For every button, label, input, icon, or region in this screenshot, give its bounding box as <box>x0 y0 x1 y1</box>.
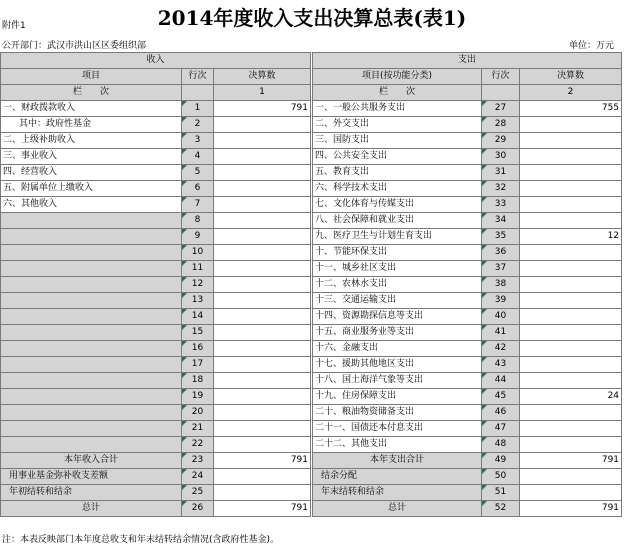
income-amount <box>214 117 312 133</box>
expense-item-label: 十七、援助其他地区支出 <box>312 357 482 373</box>
income-summary-label: 总计 <box>1 501 182 517</box>
expense-row-no: 40 <box>482 309 520 325</box>
expense-amount <box>520 181 622 197</box>
expense-amount <box>520 213 622 229</box>
expense-row-no: 34 <box>482 213 520 229</box>
income-item-label <box>1 389 182 405</box>
table-row <box>1 165 622 181</box>
expense-amount <box>520 373 622 389</box>
expense-amount: 12 <box>520 229 622 245</box>
expense-section-header: 支出 <box>312 53 622 69</box>
expense-amount <box>520 309 622 325</box>
expense-row-no: 48 <box>482 437 520 453</box>
expense-item-label: 九、医疗卫生与计划生育支出 <box>312 229 482 245</box>
expense-row-no: 29 <box>482 133 520 149</box>
expense-amount <box>520 405 622 421</box>
expense-column-index: 2 <box>520 85 622 101</box>
department-label: 公开部门：武汉市洪山区区委组织部 <box>2 41 147 51</box>
expense-amount <box>520 117 622 133</box>
attachment-label: 附件1 <box>2 21 26 31</box>
expense-amount <box>520 133 622 149</box>
expense-row-no: 42 <box>482 341 520 357</box>
income-amount-header: 决算数 <box>214 69 312 85</box>
income-item-label: 三、事业收入 <box>1 149 182 165</box>
income-amount <box>214 229 312 245</box>
expense-row-no: 52 <box>482 501 520 517</box>
table-row <box>1 373 622 389</box>
column-index-row <box>1 85 622 101</box>
expense-row-no: 37 <box>482 261 520 277</box>
expense-summary-label: 结余分配 <box>312 469 482 485</box>
table-row <box>1 149 622 165</box>
expense-row-no: 32 <box>482 181 520 197</box>
income-row-no: 11 <box>182 261 214 277</box>
table-row <box>1 389 622 405</box>
income-row-no: 24 <box>182 469 214 485</box>
expense-row-no: 28 <box>482 117 520 133</box>
expense-amount <box>520 197 622 213</box>
expense-item-label: 十一、城乡社区支出 <box>312 261 482 277</box>
page-title: 2014年度收入支出决算总表(表1) <box>157 6 467 30</box>
income-summary-label: 本年收入合计 <box>1 453 182 469</box>
income-section-header: 收入 <box>1 53 312 69</box>
expense-column-blank <box>482 85 520 101</box>
expense-row-no: 31 <box>482 165 520 181</box>
income-row-no: 13 <box>182 293 214 309</box>
expense-amount <box>520 485 622 501</box>
expense-row-no: 38 <box>482 277 520 293</box>
income-item-label <box>1 357 182 373</box>
expense-row-no: 36 <box>482 245 520 261</box>
income-column-index: 1 <box>214 85 312 101</box>
expense-amount <box>520 421 622 437</box>
expense-row-no: 45 <box>482 389 520 405</box>
expense-row-no: 33 <box>482 197 520 213</box>
income-expense-table <box>0 52 622 517</box>
income-item-label: 五、附属单位上缴收入 <box>1 181 182 197</box>
table-row <box>1 213 622 229</box>
income-row-no: 21 <box>182 421 214 437</box>
expense-column-label: 栏 次 <box>312 85 482 101</box>
income-row-no: 15 <box>182 325 214 341</box>
expense-amount: 755 <box>520 101 622 117</box>
income-amount <box>214 213 312 229</box>
expense-amount: 791 <box>520 453 622 469</box>
expense-amount <box>520 293 622 309</box>
table-row <box>1 293 622 309</box>
table-row <box>1 261 622 277</box>
expense-amount-header: 决算数 <box>520 69 622 85</box>
expense-row-no-header: 行次 <box>482 69 520 85</box>
income-item-label <box>1 293 182 309</box>
income-item-label <box>1 325 182 341</box>
income-item-label <box>1 309 182 325</box>
table-row <box>1 181 622 197</box>
income-column-blank <box>182 85 214 101</box>
income-item-label <box>1 245 182 261</box>
expense-row-no: 27 <box>482 101 520 117</box>
table-row <box>1 341 622 357</box>
expense-item-label: 四、公共安全支出 <box>312 149 482 165</box>
income-row-no: 18 <box>182 373 214 389</box>
expense-item-label: 十三、交通运输支出 <box>312 293 482 309</box>
income-amount <box>214 165 312 181</box>
income-amount <box>214 325 312 341</box>
income-item-label: 六、其他收入 <box>1 197 182 213</box>
income-row-no: 14 <box>182 309 214 325</box>
expense-item-label: 十六、金融支出 <box>312 341 482 357</box>
income-row-no: 3 <box>182 133 214 149</box>
income-row-no: 25 <box>182 485 214 501</box>
expense-item-label: 二、外交支出 <box>312 117 482 133</box>
table-row <box>1 101 622 117</box>
income-amount <box>214 469 312 485</box>
expense-row-no: 46 <box>482 405 520 421</box>
expense-amount <box>520 341 622 357</box>
income-item-label <box>1 261 182 277</box>
expense-amount <box>520 357 622 373</box>
income-row-no: 17 <box>182 357 214 373</box>
expense-item-label: 六、科学技术支出 <box>312 181 482 197</box>
unit-label: 单位：万元 <box>568 41 614 51</box>
expense-item-label: 十八、国土海洋气象等支出 <box>312 373 482 389</box>
income-amount: 791 <box>214 101 312 117</box>
income-item-label <box>1 341 182 357</box>
income-amount <box>214 421 312 437</box>
expense-amount <box>520 325 622 341</box>
income-row-no: 2 <box>182 117 214 133</box>
expense-item-label: 十、节能环保支出 <box>312 245 482 261</box>
income-item-label <box>1 373 182 389</box>
table-row <box>1 197 622 213</box>
income-amount <box>214 309 312 325</box>
income-row-no: 12 <box>182 277 214 293</box>
expense-item-header: 项目(按功能分类) <box>312 69 482 85</box>
income-row-no: 26 <box>182 501 214 517</box>
table-row <box>1 309 622 325</box>
income-row-no: 1 <box>182 101 214 117</box>
income-amount <box>214 357 312 373</box>
expense-item-label: 一、一般公共服务支出 <box>312 101 482 117</box>
table-row <box>1 229 622 245</box>
income-item-label <box>1 405 182 421</box>
income-amount <box>214 277 312 293</box>
expense-item-label: 五、教育支出 <box>312 165 482 181</box>
income-item-label: 四、经营收入 <box>1 165 182 181</box>
expense-item-label: 十四、资源勘探信息等支出 <box>312 309 482 325</box>
expense-summary-label: 年末结转和结余 <box>312 485 482 501</box>
table-row <box>1 117 622 133</box>
section-header-row <box>1 53 622 69</box>
expense-amount: 791 <box>520 501 622 517</box>
footnote: 注：本表反映部门本年度总收支和年末结转结余情况(含政府性基金)。 <box>2 535 280 545</box>
income-amount <box>214 261 312 277</box>
income-amount <box>214 245 312 261</box>
expense-item-label: 十二、农林水支出 <box>312 277 482 293</box>
table-row <box>1 405 622 421</box>
expense-item-label: 三、国防支出 <box>312 133 482 149</box>
expense-amount <box>520 437 622 453</box>
income-summary-label: 用事业基金弥补收支差额 <box>1 469 182 485</box>
income-row-no: 4 <box>182 149 214 165</box>
income-amount: 791 <box>214 453 312 469</box>
income-amount <box>214 485 312 501</box>
expense-amount <box>520 245 622 261</box>
expense-row-no: 43 <box>482 357 520 373</box>
income-row-no: 19 <box>182 389 214 405</box>
table-row <box>1 277 622 293</box>
expense-summary-label: 本年支出合计 <box>312 453 482 469</box>
income-row-no: 8 <box>182 213 214 229</box>
expense-item-label: 十九、住房保障支出 <box>312 389 482 405</box>
income-amount <box>214 341 312 357</box>
table-body <box>1 53 622 517</box>
expense-item-label: 二十、粮油物资储备支出 <box>312 405 482 421</box>
income-row-no: 6 <box>182 181 214 197</box>
income-row-no: 16 <box>182 341 214 357</box>
expense-row-no: 49 <box>482 453 520 469</box>
income-amount <box>214 373 312 389</box>
income-item-label <box>1 421 182 437</box>
expense-item-label: 八、社会保障和就业支出 <box>312 213 482 229</box>
expense-row-no: 41 <box>482 325 520 341</box>
income-amount <box>214 405 312 421</box>
summary-row <box>1 469 622 485</box>
expense-amount <box>520 469 622 485</box>
income-item-label <box>1 277 182 293</box>
expense-row-no: 50 <box>482 469 520 485</box>
income-row-no: 9 <box>182 229 214 245</box>
income-item-header: 项目 <box>1 69 182 85</box>
income-row-no: 23 <box>182 453 214 469</box>
income-row-no: 20 <box>182 405 214 421</box>
income-item-label: 其中：政府性基金 <box>1 117 182 133</box>
income-amount <box>214 293 312 309</box>
income-amount <box>214 149 312 165</box>
expense-amount <box>520 149 622 165</box>
income-column-label: 栏 次 <box>1 85 182 101</box>
income-item-label <box>1 213 182 229</box>
income-item-label <box>1 229 182 245</box>
summary-row <box>1 485 622 501</box>
expense-row-no: 39 <box>482 293 520 309</box>
income-row-no: 10 <box>182 245 214 261</box>
income-row-no: 7 <box>182 197 214 213</box>
expense-row-no: 35 <box>482 229 520 245</box>
income-amount: 791 <box>214 501 312 517</box>
table-row <box>1 421 622 437</box>
table-row <box>1 437 622 453</box>
expense-row-no: 30 <box>482 149 520 165</box>
expense-row-no: 47 <box>482 421 520 437</box>
income-row-no: 22 <box>182 437 214 453</box>
table-row <box>1 325 622 341</box>
income-row-no-header: 行次 <box>182 69 214 85</box>
income-item-label: 一、财政拨款收入 <box>1 101 182 117</box>
expense-row-no: 44 <box>482 373 520 389</box>
income-amount <box>214 437 312 453</box>
summary-row <box>1 501 622 517</box>
expense-item-label: 二十一、国债还本付息支出 <box>312 421 482 437</box>
income-summary-label: 年初结转和结余 <box>1 485 182 501</box>
expense-item-label: 二十二、其他支出 <box>312 437 482 453</box>
income-amount <box>214 133 312 149</box>
summary-row <box>1 453 622 469</box>
table-row <box>1 245 622 261</box>
income-item-label <box>1 437 182 453</box>
expense-amount: 24 <box>520 389 622 405</box>
table-row <box>1 133 622 149</box>
income-amount <box>214 389 312 405</box>
income-item-label: 二、上级补助收入 <box>1 133 182 149</box>
column-header-row <box>1 69 622 85</box>
expense-amount <box>520 261 622 277</box>
expense-amount <box>520 165 622 181</box>
expense-item-label: 十五、商业服务业等支出 <box>312 325 482 341</box>
expense-amount <box>520 277 622 293</box>
income-row-no: 5 <box>182 165 214 181</box>
table-row <box>1 357 622 373</box>
income-amount <box>214 181 312 197</box>
expense-item-label: 七、文化体育与传媒支出 <box>312 197 482 213</box>
income-amount <box>214 197 312 213</box>
expense-row-no: 51 <box>482 485 520 501</box>
expense-summary-label: 总计 <box>312 501 482 517</box>
